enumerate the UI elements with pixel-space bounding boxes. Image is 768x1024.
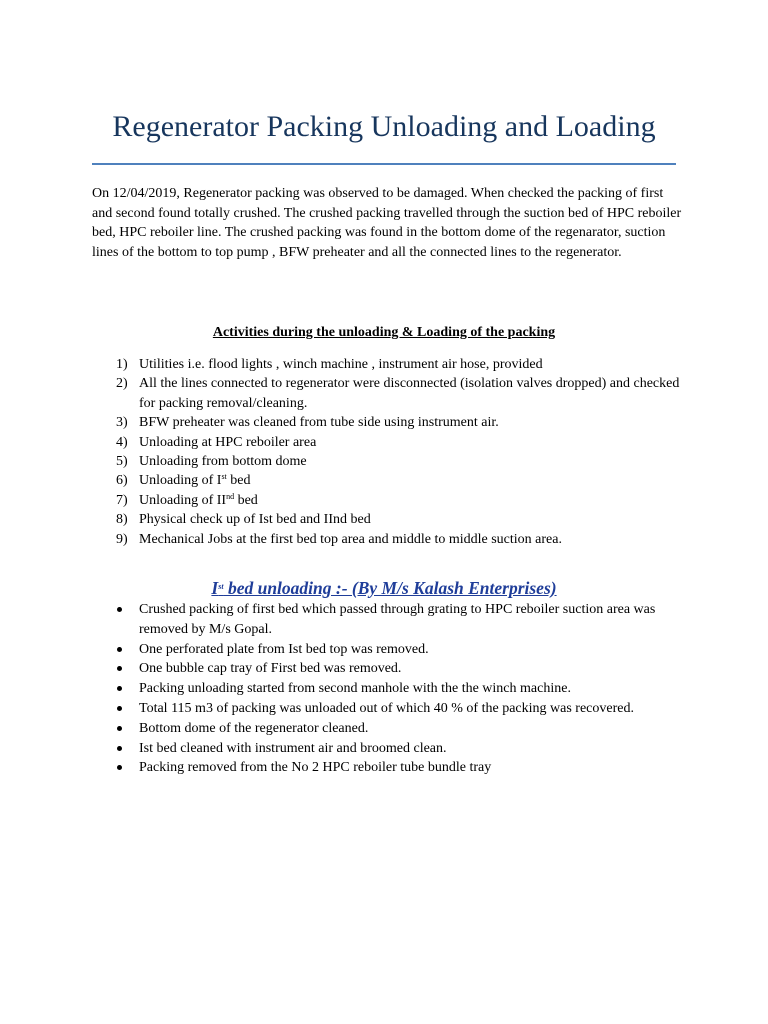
first-bed-bullet-list: [92, 600, 682, 778]
item-text: Utilities i.e. flood lights , winch machine , instrument air hose, provided: [139, 357, 543, 372]
list-item: [92, 374, 682, 413]
heading-prefix: I: [211, 578, 219, 598]
heading-suffix: bed unloading :- (By M/s Kalash Enterprises): [223, 578, 557, 598]
bullet-icon: [117, 726, 122, 731]
item-text: Ist bed cleaned with instrument air and broomed clean.: [139, 740, 447, 756]
item-text: Crushed packing of first bed which passed through grating to HPC reboiler suction area was removed by M/s Gopal.: [139, 602, 656, 637]
list-item: [92, 758, 682, 778]
item-text: One perforated plate from Ist bed top was removed.: [139, 641, 429, 657]
item-text-prefix: Unloading of II: [139, 492, 227, 508]
item-text: BFW preheater was cleaned from tube side using instrument air.: [139, 415, 499, 431]
item-number: 2): [116, 376, 128, 392]
list-item: [92, 452, 682, 471]
bullet-icon: [117, 765, 122, 770]
list-item: [92, 640, 682, 660]
item-number: 9): [116, 531, 128, 547]
item-text: All the lines connected to regenerator were disconnected (isolation valves dropped) and checked for packing removal/cleaning.: [139, 376, 680, 411]
title-underline-rule: [92, 163, 676, 165]
list-item: [92, 530, 682, 549]
list-item: [92, 739, 682, 759]
list-item: [92, 433, 682, 452]
item-text: Packing removed from the No 2 HPC reboiler tube bundle tray: [139, 760, 492, 776]
intro-paragraph: On 12/04/2019, Regenerator packing was observed to be damaged. When checked the packing of first and second found totally crushed. The crushed packing travelled through the suction bed of HPC reboiler bed, HPC reboiler line. The crushed packing was found in the bottom dome of the regenarator, suction lines of the bottom to top pump , BFW preheater and all the connected lines to the regenerator.: [92, 186, 682, 260]
item-number: 4): [116, 434, 128, 450]
ordinal-superscript: st: [218, 582, 224, 591]
list-item: [92, 699, 682, 719]
bullet-icon: [117, 706, 122, 711]
ordinal-superscript: nd: [226, 491, 235, 501]
list-item: [92, 355, 682, 374]
list-item: [92, 491, 682, 510]
list-item: [92, 659, 682, 679]
list-item: [92, 600, 682, 640]
item-number: 7): [116, 492, 128, 508]
item-text: Total 115 m3 of packing was unloaded out of which 40 % of the packing was recovered.: [139, 700, 634, 716]
item-number: 5): [116, 454, 128, 470]
list-item: [92, 510, 682, 529]
bullet-icon: [117, 686, 122, 691]
item-text: Unloading from bottom dome: [139, 454, 307, 470]
item-text: Bottom dome of the regenerator cleaned.: [139, 720, 369, 736]
bullet-icon: [117, 607, 122, 612]
bullet-icon: [117, 666, 122, 671]
activities-list: [92, 355, 682, 549]
item-text: Physical check up of Ist bed and IInd bed: [139, 512, 371, 528]
item-text: Mechanical Jobs at the first bed top area and middle to middle suction area.: [139, 531, 562, 547]
document-title: Regenerator Packing Unloading and Loading: [112, 110, 656, 144]
item-text: One bubble cap tray of First bed was removed.: [139, 661, 402, 677]
item-number: 1): [116, 357, 128, 372]
list-item: [92, 413, 682, 432]
list-item: [92, 471, 682, 490]
bullet-icon: [117, 647, 122, 652]
item-text: Packing unloading started from second manhole with the the winch machine.: [139, 681, 571, 697]
section-heading-first-bed: [92, 577, 676, 599]
item-text-prefix: Unloading of I: [139, 473, 222, 489]
list-item: [92, 719, 682, 739]
bullet-icon: [117, 746, 122, 751]
item-text-suffix: bed: [226, 473, 251, 489]
item-number: 6): [116, 473, 128, 489]
item-text-suffix: bed: [234, 492, 258, 508]
list-item: [92, 679, 682, 699]
item-number: 8): [116, 512, 128, 528]
ordinal-superscript: st: [221, 472, 227, 482]
item-number: 3): [116, 415, 128, 431]
item-text: Unloading at HPC reboiler area: [139, 434, 317, 450]
activities-heading: Activities during the unloading & Loading of the packing: [212, 325, 556, 340]
